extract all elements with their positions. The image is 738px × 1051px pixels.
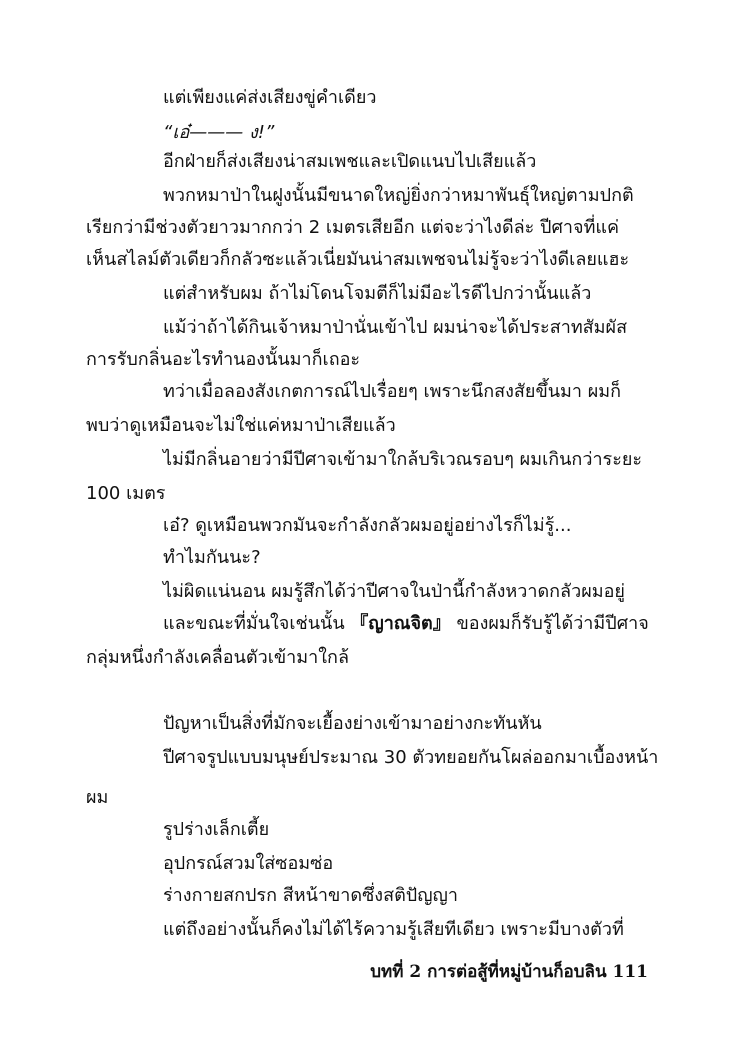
text-line: อุปกรณ์สวมใส่ซอมซ่อ (163, 853, 334, 874)
text-line: แม้ว่าถ้าได้กินเจ้าหมาป่านั่นเข้าไป ผมน่าจะได้ประสาทสัมผัส (163, 317, 628, 338)
text-line: แต่เพียงแค่ส่งเสียงขู่คำเดียว (163, 87, 377, 108)
text-line-with-skill (163, 612, 649, 636)
text-line: แต่ถึงอย่างนั้นก็คงไม่ได้ไร้ความรู้เสียทีเดียว เพราะมีบางตัวที่ (163, 919, 624, 940)
text-line-shout: “เอ๋——— ง!” (163, 122, 275, 143)
text-line: ผม (86, 787, 109, 808)
text-line: เอ๋? ดูเหมือนพวกมันจะกำลังกลัวผมอยู่อย่างไรก็ไม่รู้... (163, 515, 572, 536)
text-segment: และขณะที่มั่นใจเช่นนั้น (163, 613, 351, 634)
text-line: ร่างกายสกปรก สีหน้าขาดซึ่งสติปัญญา (163, 885, 458, 906)
text-line: ทว่าเมื่อลองสังเกตการณ์ไปเรื่อยๆ เพราะนึกสงสัยขึ้นมา ผมก็ (163, 381, 622, 402)
text-line: กลุ่มหนึ่งกำลังเคลื่อนตัวเข้ามาใกล้ (86, 647, 349, 668)
text-line: ปัญหาเป็นสิ่งที่มักจะเยื้องย่างเข้ามาอย่างกะทันหัน (163, 713, 542, 734)
text-line: ปีศาจรูปแบบมนุษย์ประมาณ 30 ตัวทยอยกันโผล่ออกมาเบื้องหน้า (163, 747, 659, 768)
text-line: อีกฝ่ายก็ส่งเสียงน่าสมเพชและเปิดแนบไปเสียแล้ว (163, 151, 537, 172)
page-footer: บทที่ 2 การต่อสู้ที่หมู่บ้านก็อบลิน 111 (370, 962, 648, 982)
text-line: พวกหมาป่าในฝูงนั้นมีขนาดใหญ่ยิ่งกว่าหมาพันธุ์ใหญ่ตามปกติ (163, 185, 634, 206)
text-line: ทำไมกันนะ? (163, 547, 261, 568)
text-line: แต่สำหรับผม ถ้าไม่โดนโจมตีก็ไม่มีอะไรดีไปกว่านั้นแล้ว (163, 283, 592, 304)
text-line: ไม่ผิดแน่นอน ผมรู้สึกได้ว่าปีศาจในป่านี้กำลังหวาดกลัวผมอยู่ (163, 581, 625, 602)
text-line: พบว่าดูเหมือนจะไม่ใช่แค่หมาป่าเสียแล้ว (86, 415, 396, 436)
text-line: การรับกลิ่นอะไรทำนองนั้นมาก็เถอะ (86, 349, 361, 370)
text-line: ไม่มีกลิ่นอายว่ามีปีศาจเข้ามาใกล้บริเวณรอบๆ ผมเกินกว่าระยะ (163, 449, 643, 470)
text-line: เรียกว่ามีช่วงตัวยาวมากกว่า 2 เมตรเสียอีก แต่จะว่าไงดีล่ะ ปีศาจที่แค่ (86, 217, 620, 238)
text-line: เห็นสไลม์ตัวเดียวก็กลัวซะแล้วเนี่ยมันน่าสมเพชจนไม่รู้จะว่าไงดีเลยแฮะ (86, 249, 630, 270)
text-segment: ของผมก็รับรู้ได้ว่ามีปีศาจ (450, 613, 649, 634)
skill-name: 『ญาณจิต』 (350, 613, 451, 634)
text-line: รูปร่างเล็กเตี้ย (163, 819, 270, 840)
text-line: 100 เมตร (86, 483, 166, 504)
